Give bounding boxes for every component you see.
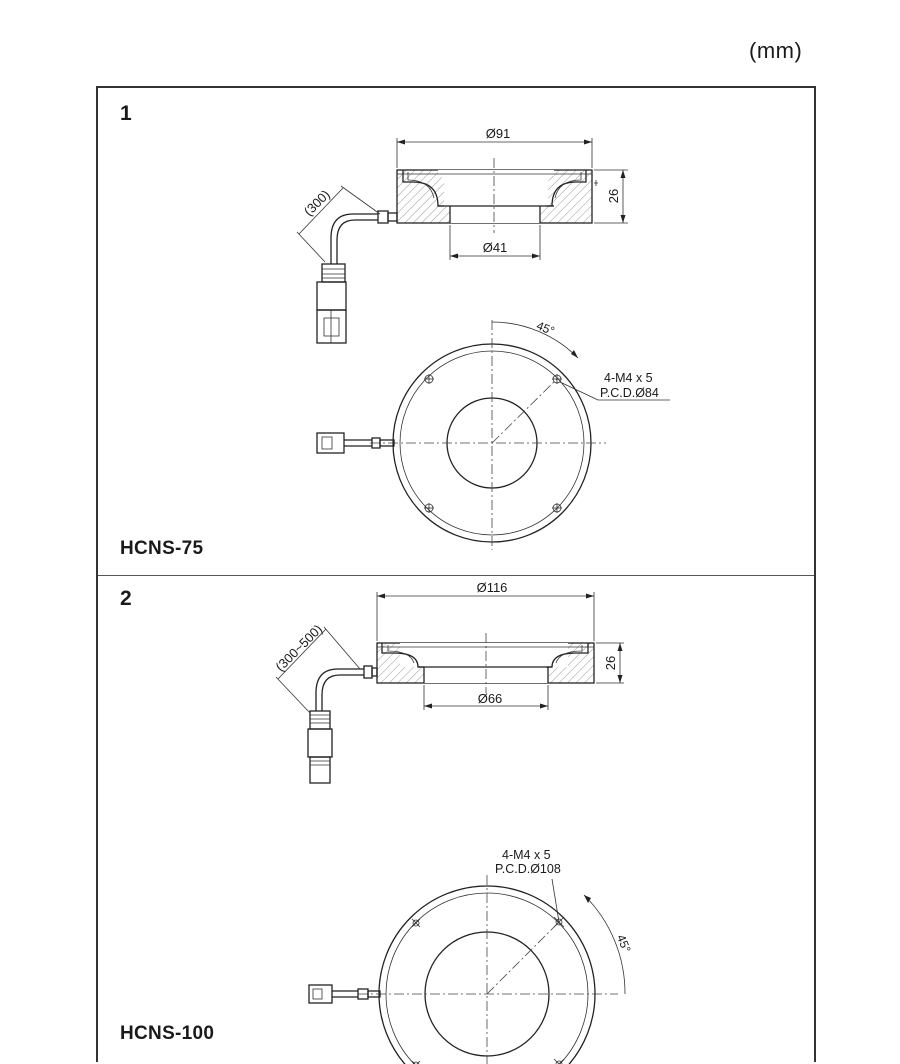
pcd-spec: P.C.D.Ø108 [495,862,561,876]
dim-inner-diameter: Ø66 [477,691,503,706]
dim-cable-length: (300) [300,186,333,219]
dim-cable-length: (300~500) [272,621,326,675]
panel-hcns-75 [98,88,814,576]
dim-inner-diameter: Ø41 [482,240,508,255]
panel-number: 1 [120,102,132,125]
side-view [297,126,628,343]
top-view [317,318,670,550]
dim-angle: 45° [613,932,634,955]
screw-spec: 4-M4 x 5 [604,371,653,385]
side-view [272,580,624,783]
dim-outer-diameter: Ø116 [476,580,508,595]
drawing-frame [96,86,816,1062]
dim-angle: 45° [534,318,557,339]
top-view [309,848,634,1064]
panel-hcns-100 [98,575,814,1064]
dim-height: 26 [606,188,621,204]
pcd-spec: P.C.D.Ø84 [600,386,659,400]
dim-height: 26 [603,655,618,671]
model-name: HCNS-100 [120,1023,215,1044]
unit-label: (mm) [749,38,803,63]
screw-spec: 4-M4 x 5 [502,848,551,862]
panel-number: 2 [120,587,132,610]
model-name: HCNS-75 [120,538,204,559]
dim-outer-diameter: Ø91 [485,126,511,141]
